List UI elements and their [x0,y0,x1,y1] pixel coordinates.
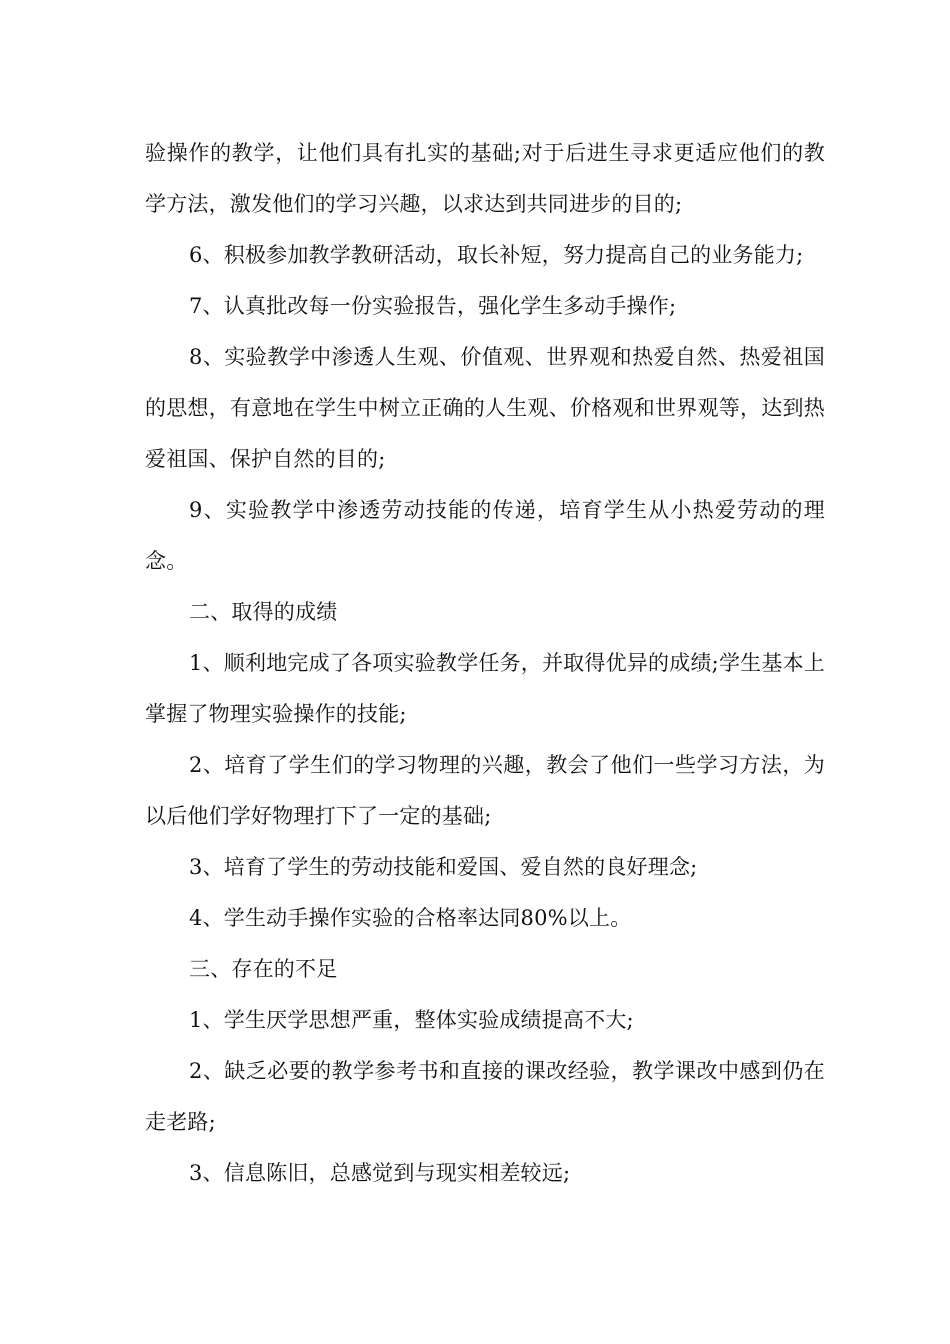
paragraph-shortcoming-1: 1、学生厌学思想严重，整体实验成绩提高不大; [189,1008,634,1032]
paragraph-item-8: 8、实验教学中渗透人生观、价值观、世界观和热爱自然、热爱祖国的思想，有意地在学生中树立正确的人生观、价格观和世界观等，达到热爱祖国、保护自然的目的; [145,345,825,471]
paragraph-item-6: 6、积极参加教学教研活动，取长补短，努力提高自己的业务能力; [189,243,804,267]
paragraph-achievement-2: 2、培育了学生们的学习物理的兴趣，教会了他们一些学习方法，为以后他们学好物理打下了一定的基础; [145,753,825,828]
section-heading-achievements: 二、取得的成绩 [189,600,338,624]
paragraph-achievement-4: 4、学生动手操作实验的合格率达同80%以上。 [189,906,632,930]
document-body [145,128,825,1199]
paragraph-achievement-1: 1、顺利地完成了各项实验教学任务，并取得优异的成绩;学生基本上掌握了物理实验操作的技能; [145,651,825,726]
paragraph-continuation: 验操作的教学，让他们具有扎实的基础;对于后进生寻求更适应他们的教学方法，激发他们的学习兴趣，以求达到共同进步的目的; [145,141,825,216]
section-heading-shortcomings: 三、存在的不足 [189,957,338,981]
paragraph-item-7: 7、认真批改每一份实验报告，强化学生多动手操作; [189,294,677,318]
paragraph-achievement-3: 3、培育了学生的劳动技能和爱国、爱自然的良好理念; [189,855,698,879]
paragraph-item-9: 9、实验教学中渗透劳动技能的传递，培育学生从小热爱劳动的理念。 [145,498,825,573]
paragraph-shortcoming-3: 3、信息陈旧，总感觉到与现实相差较远; [189,1161,571,1185]
paragraph-shortcoming-2: 2、缺乏必要的教学参考书和直接的课改经验，教学课改中感到仍在走老路; [145,1059,825,1134]
